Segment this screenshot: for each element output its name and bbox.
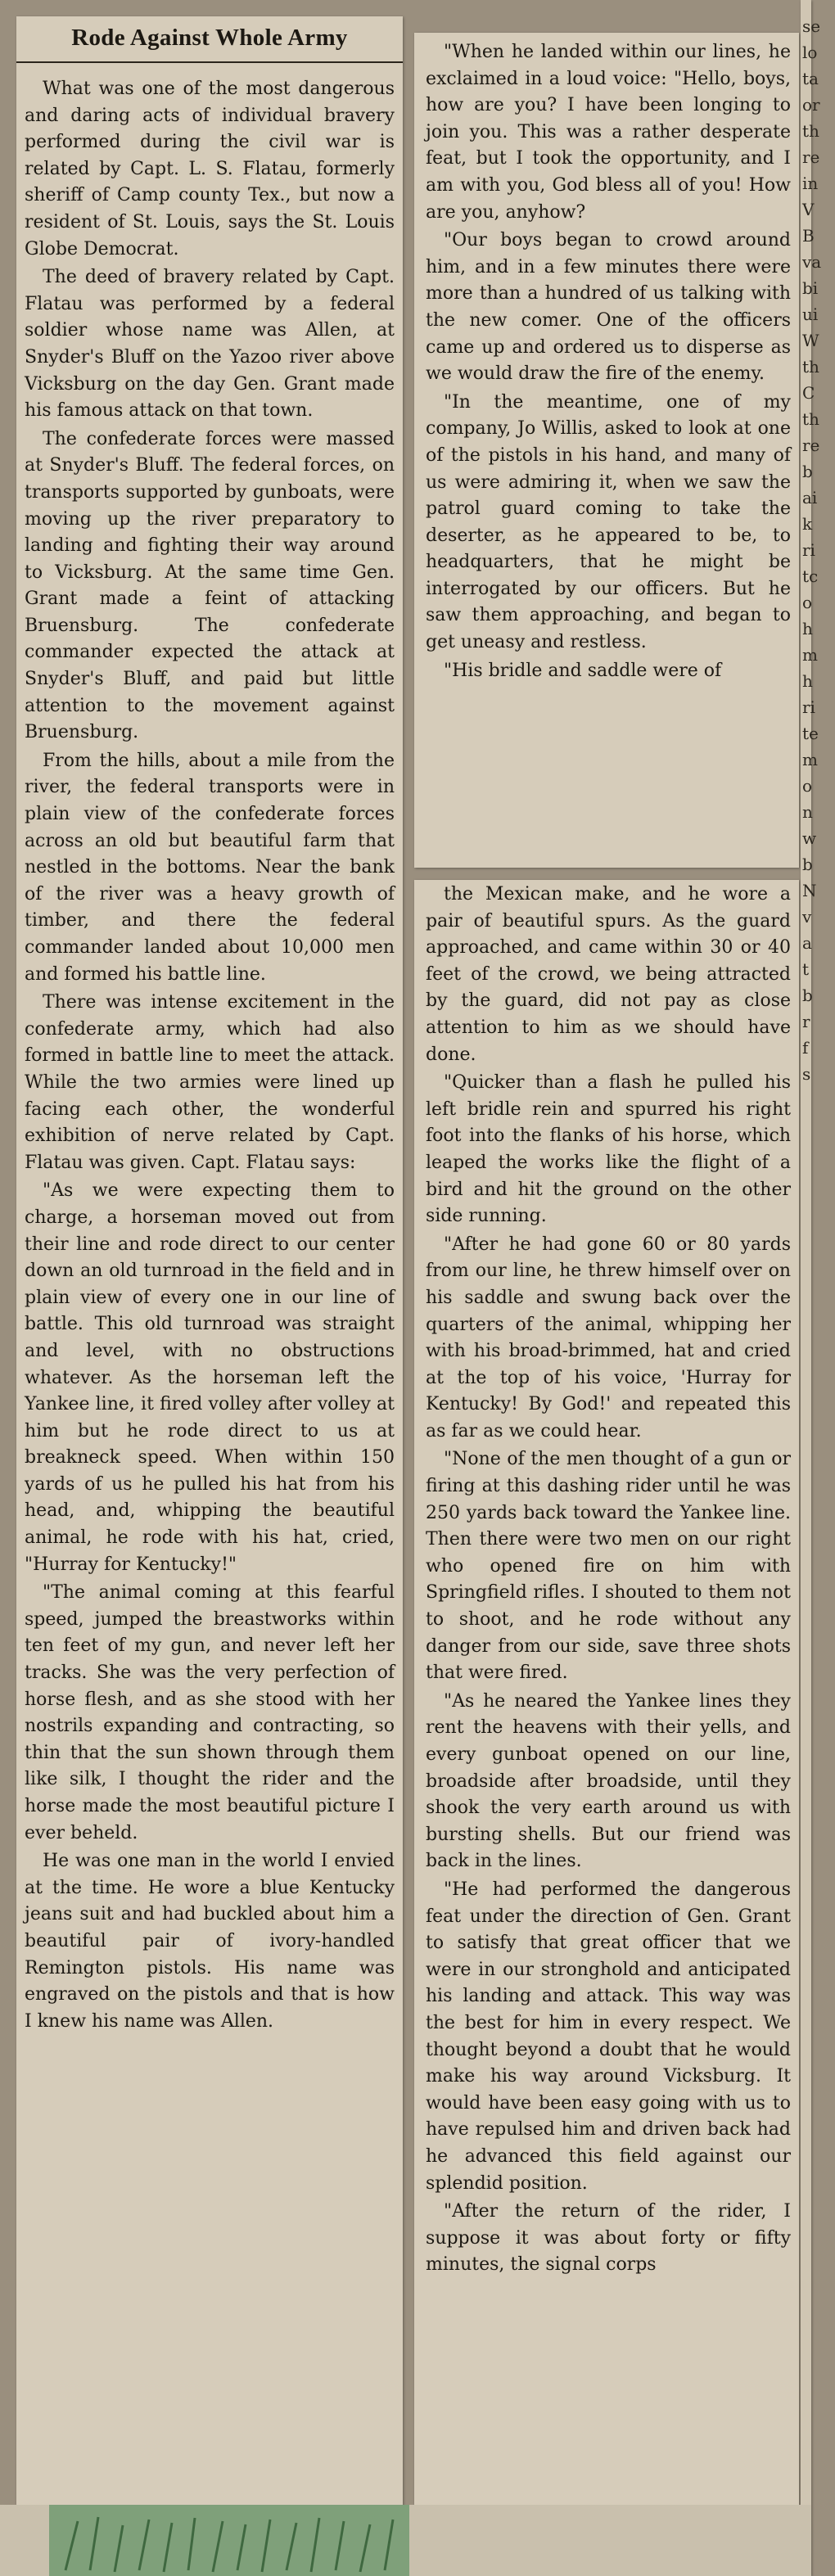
edge-fragment: re [802, 147, 820, 167]
clipping-edge-fragment [801, 0, 822, 2576]
edge-fragment: th [802, 357, 819, 377]
edge-fragment: t [802, 959, 810, 979]
edge-fragment: ui [802, 305, 819, 324]
paragraph: What was one of the most dangerous and daring acts of individual bravery performed during the civil war is related by Capt. L. S. Flatau, formerly sheriff of Camp county Tex., but now a resident of St. Louis, says the St. Louis Globe Democrat. [25, 79, 395, 259]
paragraph: "When he landed within our lines, he exclaimed in a loud voice: "Hello, boys, how are you? I have been longing to join you. This was a rather desperate feat, but I took the opportunity, and I am with you, God bless all of you! How are you, anyhow? [426, 42, 791, 223]
edge-fragment: W [802, 331, 819, 350]
article-headline: Rode Against Whole Army [16, 16, 403, 63]
paragraph: the Mexican make, and he wore a pair of beautiful spurs. As the guard approached, and came within 30 or 40 feet of the crowd, we being attracted by the guard, did not pay as close attention to him as we should have done. [426, 884, 791, 1065]
paragraph: "After he had gone 60 or 80 yards from our line, he threw himself over on his saddle and swung back over the quarters of the animal, whipping her with his broad-brimmed, hat and cried at the top of his voice, 'Hurray for Kentucky! By God!' and repeated this as far as we could hear. [426, 1234, 791, 1441]
edge-fragment: or [802, 95, 820, 115]
paragraph: "In the meantime, one of my company, Jo Willis, asked to look at one of the pistols in his hand, and many of us were admiring it, when we saw the patrol guard coming to take the deserter, as he appeared to be, to headquarters, that he might be interrogated by our officers. But he saw them approaching, and began to get uneasy and restless. [426, 391, 791, 653]
edge-fragment: B [802, 226, 815, 246]
column-1-text [25, 76, 395, 2035]
clipping-column-1 [16, 16, 403, 2513]
edge-fragment: ta [802, 69, 819, 88]
edge-fragment: bi [802, 278, 819, 298]
edge-fragment: h [802, 671, 813, 691]
edge-fragment: va [802, 252, 822, 272]
edge-fragment: r [802, 1012, 810, 1031]
paragraph: He was one man in the world I envied at the time. He wore a blue Kentucky jeans suit and had buckled about him a beautiful pair of ivory-handled Remington pistols. His name was engraved on the pistols and that is how I knew his name was Allen. [25, 1851, 395, 2032]
edge-fragment: se [802, 16, 821, 36]
edge-fragment: lo [802, 43, 818, 62]
edge-fragment: a [802, 933, 812, 953]
paragraph: "As he neared the Yankee lines they rent the heavens with their yells, and every gunboat opened on our line, broadside after broadside, until they shook the very earth around us with bursting shells. But our friend was back in the lines. [426, 1690, 791, 1872]
edge-fragment: m [802, 750, 818, 769]
edge-fragment: tc [802, 566, 819, 586]
edge-fragment: k [802, 514, 813, 534]
edge-fragment: ri [802, 697, 815, 717]
paragraph: The deed of bravery related by Capt. Flatau was performed by a federal soldier whose name was Allen, at Snyder's Bluff on the Yazoo river above Vicksburg on the day Gen. Grant made his famous attack on that town. [25, 267, 395, 422]
edge-fragment: re [802, 435, 820, 455]
torn-paper-strip [0, 2505, 811, 2576]
paragraph: "After the return of the rider, I suppose it was about forty or fifty minutes, the signal corps [426, 2201, 791, 2276]
edge-fragment: m [802, 645, 818, 665]
edge-fragment: v [802, 907, 812, 927]
paragraph: "He had performed the dangerous feat under the direction of Gen. Grant to satisfy that great officer that we were in our stronghold and anticipated his landing and attack. This way was the best for him in every respect. We thought beyond a doubt that he would make his way around Vicksburg. It would have been easy going with us to have repulsed him and driven back had he advanced this field against our splendid position. [426, 1879, 791, 2194]
paragraph: "His bridle and saddle were of [444, 660, 722, 681]
paragraph: "The animal coming at this fearful speed, jumped the breastworks within ten feet of my gun, and never left her tracks. She was the very perfection of horse flesh, and as she stood with her nostrils expanding and contracting, so thin that the sun shown through them like silk, I thought the rider and the horse made the most beautiful picture I ever beheld. [25, 1582, 395, 1843]
edge-fragment: ri [802, 540, 815, 560]
paragraph: "Quicker than a flash he pulled his left bridle rein and spurred his right foot into the flanks of his horse, which leaped the works like the flight of a bird and hit the ground on the other side running. [426, 1072, 791, 1227]
edge-fragment: h [802, 619, 813, 638]
edge-fragment: C [802, 383, 815, 403]
edge-fragment-text [802, 13, 835, 1087]
column-3-text [426, 882, 791, 2279]
paragraph: "As we were expecting them to charge, a horseman moved out from their line and rode direct to our center down an old turnroad in the field and in plain view of every one in our line of battle. This old turnroad was straight and level, with no obstructions whatever. As the horseman left the Yankee line, it fired volley after volley at him but he rode direct to us at breakneck speed. When within 150 yards of us he pulled his hat from his head, and, whipping the beautiful animal, he rode with his hat, cried, "Hurray for Kentucky!" [25, 1180, 395, 1575]
edge-fragment: n [802, 802, 813, 822]
paragraph: The confederate forces were massed at Snyder's Bluff. The federal forces, on transports supported by gunboats, were moving up the river preparatory to landing and fighting their way around to Vicksburg. At the same time Gen. Grant made a feint of attacking Bruensburg. The confederate commander expected the attack at Snyder's Bluff, and paid but little attention to the movement against Bruensburg. [25, 428, 395, 743]
edge-fragment: o [802, 776, 813, 796]
column-2-text [426, 39, 791, 684]
torn-strip-pattern [0, 2505, 811, 2576]
edge-fragment: th [802, 409, 819, 429]
edge-fragment: b [802, 855, 813, 874]
edge-fragment: te [802, 724, 819, 743]
edge-fragment: w [802, 828, 817, 848]
edge-fragment: th [802, 121, 819, 141]
clipping-column-2 [414, 33, 799, 868]
paragraph: From the hills, about a mile from the river, the federal transports were in plain view of the confederate forces across an old but beautiful farm that nestled in the bottoms. Near the bank of the river was a heavy growth of timber, and there the federal commander landed about 10,000 men and formed his battle line. [25, 750, 395, 985]
paragraph: "None of the men thought of a gun or firing at this dashing rider until he was 250 yards back toward the Yankee line. Then there were two men on our right who opened fire on him with Springfield rifles. I shouted to them not to shoot, and he rode without any danger from our side, save three shots that were fired. [426, 1449, 791, 1684]
edge-fragment: f [802, 1038, 809, 1058]
edge-fragment: ai [802, 488, 818, 508]
edge-fragment: s [802, 1064, 811, 1084]
edge-fragment: V [802, 200, 815, 219]
edge-fragment: b [802, 462, 813, 481]
edge-fragment: o [802, 593, 813, 612]
clipping-column-3 [414, 880, 799, 2566]
paragraph: "Our boys began to crowd around him, and in a few minutes there were more than a hundred of us talking with the new comer. One of the officers came up and ordered us to disperse as we would draw the fire of the enemy. [426, 230, 791, 385]
edge-fragment: N [802, 881, 817, 900]
edge-fragment: b [802, 986, 813, 1005]
paragraph: There was intense excitement in the confederate army, which had also formed in battle line to meet the attack. While the two armies were lined up facing each other, the wonderful exhibition of nerve related by Capt. Flatau was given. Capt. Flatau says: [25, 992, 395, 1173]
edge-fragment: in [802, 174, 819, 193]
